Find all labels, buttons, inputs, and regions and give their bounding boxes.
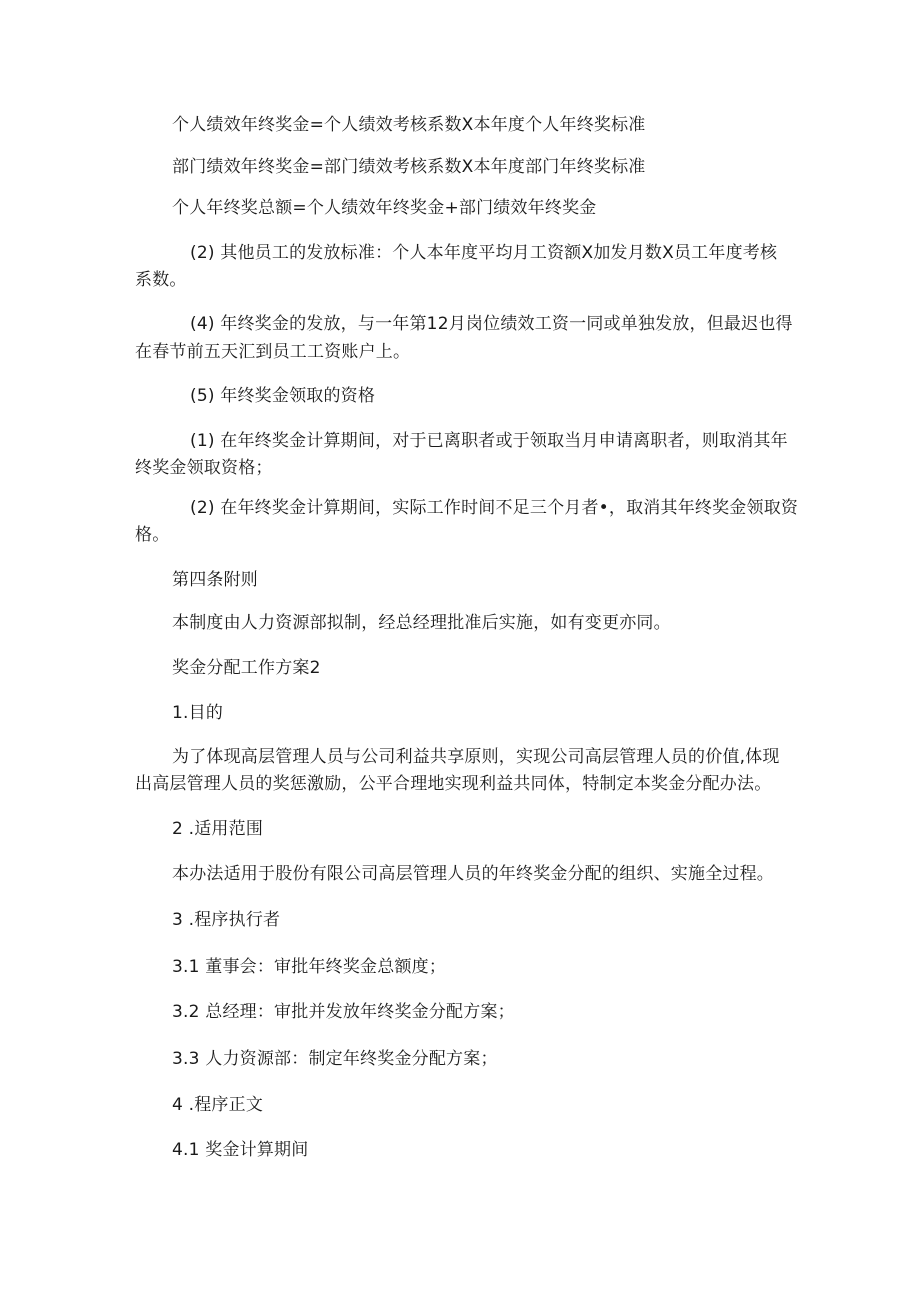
paragraph-scope: 本办法适用于股份有限公司高层管理人员的年终奖金分配的组织、实施全过程。 xyxy=(172,864,774,884)
paragraph-other-staff-line2: 系数。 xyxy=(135,270,187,290)
item-board: 3.1 董事会：审批年终奖金总额度； xyxy=(172,957,447,977)
paragraph-eligibility-1-line1: (1) 在年终奖金计算期间，对于已离职者或于领取当月申请离职者，则取消其年 xyxy=(190,431,788,451)
heading-article-four: 第四条附则 xyxy=(172,570,258,590)
heading-executors: 3 .程序执行者 xyxy=(172,910,281,930)
heading-procedure: 4 .程序正文 xyxy=(172,1095,264,1115)
paragraph-drafting: 本制度由人力资源部拟制，经总经理批准后实施，如有变更亦同。 xyxy=(172,613,671,633)
paragraph-purpose-line1: 为了体现高层管理人员与公司利益共享原则，实现公司高层管理人员的价值,体现 xyxy=(172,747,780,767)
heading-scope: 2 .适用范围 xyxy=(172,819,264,839)
heading-eligibility: (5) 年终奖金领取的资格 xyxy=(190,386,376,406)
paragraph-other-staff-line1: (2) 其他员工的发放标准：个人本年度平均月工资额X加发月数X员工年度考核 xyxy=(190,243,778,263)
item-general-manager: 3.2 总经理：审批并发放年终奖金分配方案； xyxy=(172,1002,515,1022)
item-hr: 3.3 人力资源部：制定年终奖金分配方案； xyxy=(172,1049,498,1069)
formula-personal-bonus: 个人绩效年终奖金=个人绩效考核系数X本年度个人年终奖标准 xyxy=(172,115,646,135)
formula-department-bonus: 部门绩效年终奖金=部门绩效考核系数X本年度部门年终奖标准 xyxy=(172,157,646,177)
paragraph-eligibility-1-line2: 终奖金领取资格； xyxy=(135,458,273,478)
paragraph-payment-line1: (4) 年终奖金的发放，与一年第12月岗位绩效工资一同或单独发放，但最迟也得 xyxy=(190,314,793,334)
paragraph-purpose-line2: 出高层管理人员的奖惩激励，公平合理地实现利益共同体，特制定本奖金分配办法。 xyxy=(135,774,772,794)
heading-plan-2: 奖金分配工作方案2 xyxy=(172,658,321,678)
formula-total-bonus: 个人年终奖总额=个人绩效年终奖金+部门绩效年终奖金 xyxy=(172,198,597,218)
paragraph-eligibility-2-line1: (2) 在年终奖金计算期间，实际工作时间不足三个月者•，取消其年终奖金领取资 xyxy=(190,498,799,518)
item-bonus-period: 4.1 奖金计算期间 xyxy=(172,1140,309,1160)
paragraph-eligibility-2-line2: 格。 xyxy=(135,525,170,545)
paragraph-payment-line2: 在春节前五天汇到员工工资账户上。 xyxy=(135,342,411,362)
heading-purpose: 1.目的 xyxy=(172,703,224,723)
